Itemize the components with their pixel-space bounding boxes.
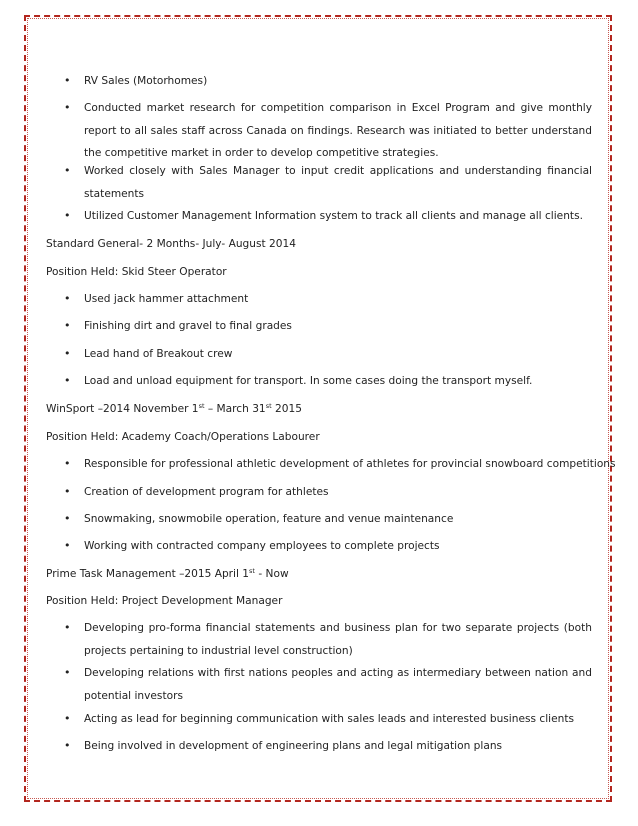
bullet-icon: • <box>64 457 71 470</box>
list-item <box>64 288 592 311</box>
list-item <box>64 205 592 228</box>
ordinal-suffix: st <box>249 567 255 575</box>
list-item <box>64 160 592 205</box>
bullet-icon: • <box>64 209 71 222</box>
heading-text: WinSport –2014 November 1 <box>46 403 199 415</box>
heading-text: – March 31 <box>204 403 266 415</box>
position-held: Position Held: Academy Coach/Operations Labourer <box>46 431 320 443</box>
bullet-icon: • <box>64 101 71 114</box>
ordinal-suffix: st <box>198 402 205 410</box>
heading-text: - Now <box>254 568 289 580</box>
list-item <box>64 735 592 758</box>
list-item-text: Being involved in development of engineering plans and legal mitigation plans <box>84 740 503 752</box>
list-item <box>64 315 592 338</box>
list-item-text: Working with contracted company employees to complete projects <box>84 540 440 552</box>
list-item <box>64 708 592 731</box>
list-item-text: RV Sales (Motorhomes) <box>84 75 208 87</box>
bullet-icon: • <box>64 712 71 725</box>
bullet-icon: • <box>64 739 71 752</box>
list-item-text: Load and unload equipment for transport. In some cases doing the transport myself. <box>84 375 533 387</box>
job-heading-prime-task <box>46 566 289 582</box>
list-item <box>64 535 592 558</box>
list-item-text: Responsible for professional athletic development of athletes for provincial snowboard competitions <box>84 458 616 470</box>
list-item <box>64 70 592 93</box>
bullet-icon: • <box>64 347 71 360</box>
list-item <box>64 617 592 662</box>
list-item-text: Lead hand of Breakout crew <box>84 348 233 360</box>
list-item <box>64 370 592 393</box>
list-item <box>64 97 592 165</box>
bullet-icon: • <box>64 666 71 679</box>
position-held: Position Held: Project Development Manager <box>46 595 283 607</box>
list-item <box>64 343 592 366</box>
list-item-text: Snowmaking, snowmobile operation, feature and venue maintenance <box>84 513 454 525</box>
list-item-text: Developing pro-forma financial statements and business plan for two separate projects (both projects pertaining to industrial level construction) <box>84 622 592 657</box>
bullet-icon: • <box>64 512 71 525</box>
position-held: Position Held: Skid Steer Operator <box>46 266 227 278</box>
bullet-icon: • <box>64 374 71 387</box>
list-item-text: Used jack hammer attachment <box>84 293 249 305</box>
heading-text: 2015 <box>271 403 302 415</box>
job-heading-winsport <box>46 401 302 417</box>
list-item-text: Acting as lead for beginning communication with sales leads and interested business clients <box>84 713 574 725</box>
heading-text: Prime Task Management –2015 April 1 <box>46 568 250 580</box>
list-item <box>64 481 592 504</box>
list-item <box>64 508 592 531</box>
list-item-text: Worked closely with Sales Manager to input credit applications and understanding financial statements <box>84 165 592 200</box>
list-item-text: Utilized Customer Management Information system to track all clients and manage all clients. <box>84 210 583 222</box>
bullet-icon: • <box>64 485 71 498</box>
bullet-icon: • <box>64 319 71 332</box>
bullet-icon: • <box>64 539 71 552</box>
list-item-text: Creation of development program for athletes <box>84 486 329 498</box>
bullet-icon: • <box>64 292 71 305</box>
ordinal-suffix: st <box>265 402 272 410</box>
job-heading-standard-general: Standard General- 2 Months- July- August 2014 <box>46 238 296 250</box>
bullet-icon: • <box>64 164 71 177</box>
bullet-icon: • <box>64 621 71 634</box>
list-item-text: Developing relations with first nations peoples and acting as intermediary between nation and potential investors <box>84 667 592 702</box>
bullet-icon: • <box>64 74 71 87</box>
list-item <box>64 662 592 707</box>
list-item <box>64 453 616 476</box>
list-item-text: Conducted market research for competition comparison in Excel Program and give monthly report to all sales staff across Canada on findings. Research was initiated to better understand the competitive market in order to develop competitive strategies. <box>84 102 592 159</box>
list-item-text: Finishing dirt and gravel to final grades <box>84 320 292 332</box>
